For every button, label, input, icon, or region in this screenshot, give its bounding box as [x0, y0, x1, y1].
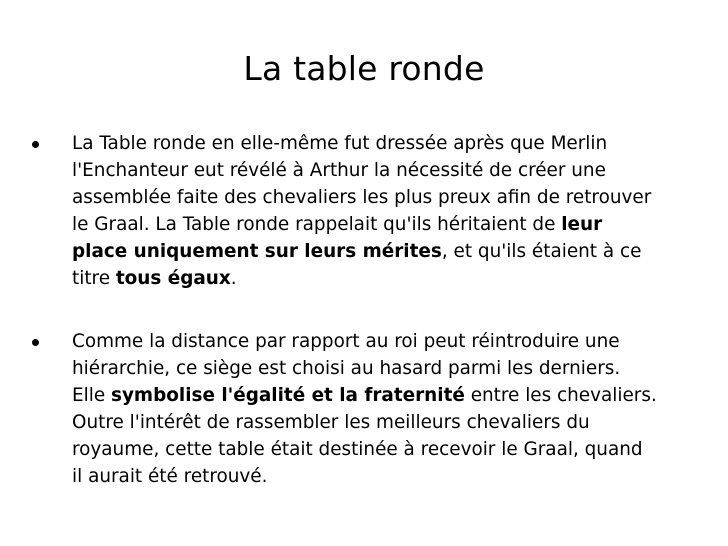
- bullet-text-line: [72, 157, 700, 184]
- bullet-dot-icon: [32, 339, 39, 346]
- bullet-text-line: [72, 184, 700, 211]
- text-segment: hiérarchie, ce siège est choisi au hasard parmi les derniers.: [72, 358, 621, 379]
- text-segment: Outre l'intérêt de rassembler les meilleurs chevaliers du: [72, 412, 590, 433]
- bullet-text-line: [72, 238, 700, 265]
- emphasized-text: leur: [561, 214, 603, 235]
- text-segment: La Table ronde en elle-même fut dressée après que Merlin: [72, 133, 608, 154]
- text-segment: .: [230, 268, 237, 289]
- bullet-item: [30, 130, 700, 292]
- text-segment: le Graal. La Table ronde rappelait qu'ils héritaient de: [72, 214, 562, 235]
- text-segment: il aurait été retrouvé.: [72, 466, 268, 487]
- text-segment: , et qu'ils étaient à ce: [441, 241, 642, 262]
- text-segment: Elle: [72, 385, 111, 406]
- bullet-text-line: [72, 328, 700, 355]
- bullet-dot-icon: [32, 141, 39, 148]
- bullet-list: [30, 130, 700, 490]
- bullet-text-line: [72, 211, 700, 238]
- bullet-item: [30, 328, 700, 490]
- text-segment: titre: [72, 268, 116, 289]
- bullet-text-line: [72, 130, 700, 157]
- emphasized-text: tous égaux: [115, 268, 231, 289]
- text-segment: l'Enchanteur eut révélé à Arthur la nécessité de créer une: [72, 160, 606, 181]
- emphasized-text: place uniquement sur leurs mérites: [72, 241, 442, 262]
- text-segment: entre les chevaliers.: [464, 385, 657, 406]
- bullet-text-line: [72, 463, 700, 490]
- bullet-text-line: [72, 409, 700, 436]
- bullet-text-line: [72, 436, 700, 463]
- emphasized-text: symbolise l'égalité et la fraternité: [111, 385, 465, 406]
- text-segment: Comme la distance par rapport au roi peut réintroduire une: [72, 331, 620, 352]
- bullet-text-line: [72, 382, 700, 409]
- bullet-text-line: [72, 355, 700, 382]
- text-segment: assemblée faite des chevaliers les plus preux afin de retrouver: [72, 187, 652, 208]
- bullet-text-line: [72, 265, 700, 292]
- slide-title: La table ronde: [243, 49, 485, 88]
- text-segment: royaume, cette table était destinée à recevoir le Graal, quand: [72, 439, 643, 460]
